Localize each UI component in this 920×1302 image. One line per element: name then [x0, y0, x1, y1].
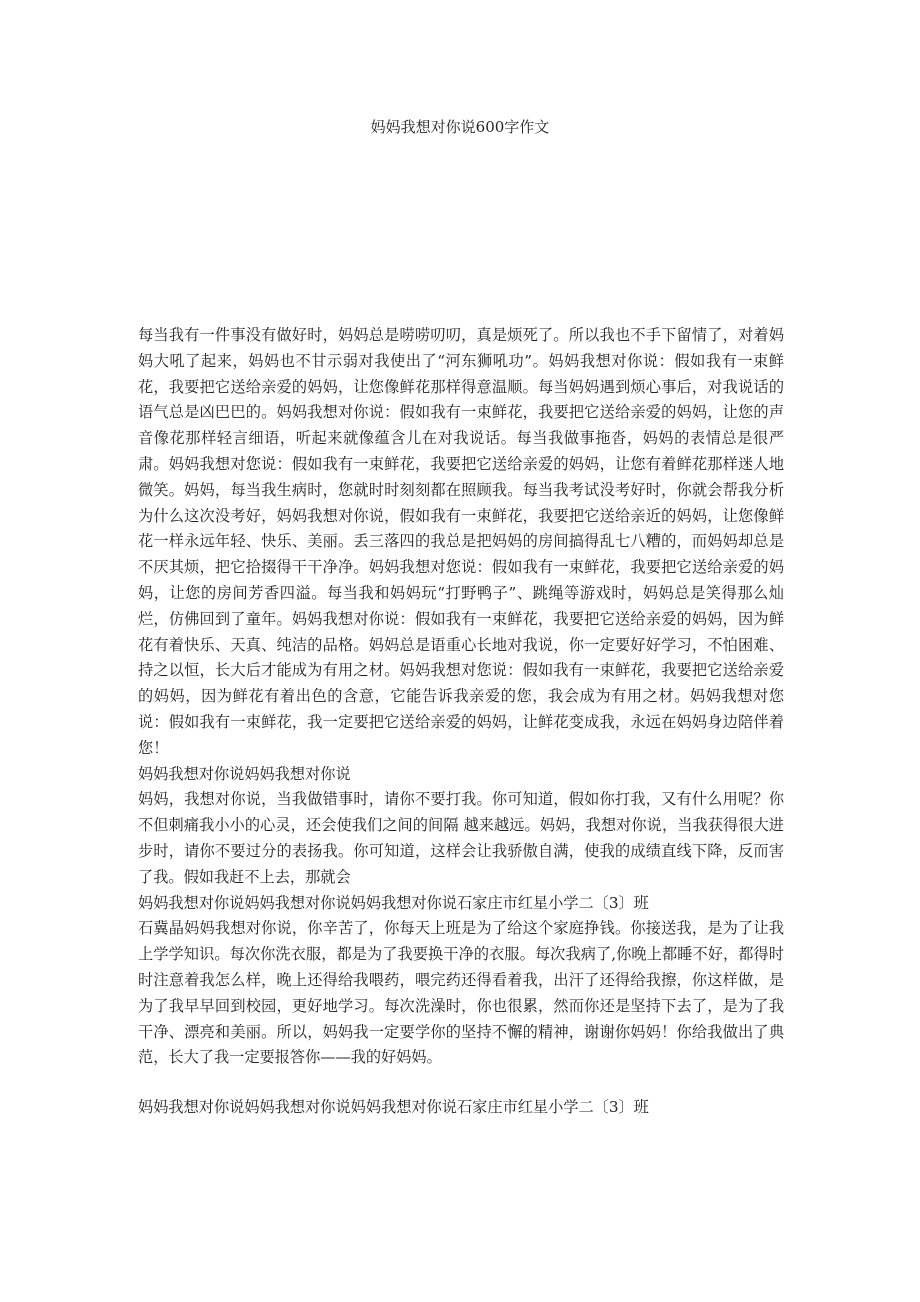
document-body — [138, 323, 784, 1121]
paragraph-flowers: 每当我有一件事没有做好时，妈妈总是唠唠叨叨，真是烦死了。所以我也不手下留情了，对着妈妈大吼了起来，妈妈也不甘示弱对我使出了“河东狮吼功”。妈妈我想对你说：假如我有一束鲜花，我要把它送给亲爱的妈妈，让您像鲜花那样得意温顺。每当妈妈遇到烦心事后，对我说话的语气总是凶巴巴的。妈妈我想对你说：假如我有一束鲜花，我要把它送给亲爱的妈妈，让您的声音像花那样轻言细语，听起来就像蕴含儿在对我说话。每当我做事拖沓，妈妈的表情总是很严肃。妈妈我想对您说：假如我有一束鲜花，我要把它送给亲爱的妈妈，让您有着鲜花那样迷人地微笑。妈妈，每当我生病时，您就时时刻刻都在照顾我。每当我考试没考好时，你就会帮我分析为什么这次没考好，妈妈我想对你说，假如我有一束鲜花，我要把它送给亲近的妈妈，让您像鲜花一样永远年轻、快乐、美丽。丢三落四的我总是把妈妈的房间搞得乱七八糟的，而妈妈却总是不厌其烦，把它拾掇得干干净净。妈妈我想对您说：假如我有一束鲜花，我要把它送给亲爱的妈妈，让您的房间芳香四溢。每当我和妈妈玩“打野鸭子”、跳绳等游戏时，妈妈总是笑得那么灿烂，仿佛回到了童年。妈妈我想对你说：假如我有一束鲜花，我要把它送给亲爱的妈妈，因为鲜花有着快乐、天真、纯洁的品格。妈妈总是语重心长地对我说，你一定要好好学习，不怕困难、持之以恒，长大后才能成为有用之材。妈妈我想对您说：假如我有一束鲜花，我要把它送给亲爱的妈妈，因为鲜花有着出色的含意，它能告诉我亲爱的您，我会成为有用之材。妈妈我想对您说：假如我有一束鲜花，我一定要把它送给亲爱的妈妈，让鲜花变成我，永远在妈妈身边陪伴着您！ — [138, 326, 784, 757]
paragraph-school-line-2: 妈妈我想对你说妈妈我想对你说妈妈我想对你说石家庄市红星小学二〔3〕班 — [138, 1098, 649, 1117]
paragraph-school-line-1: 妈妈我想对你说妈妈我想对你说妈妈我想对你说石家庄市红星小学二〔3〕班 — [138, 893, 649, 912]
paragraph-gap — [138, 1071, 784, 1095]
paragraph-hardworking: 石冀晶妈妈我想对你说，你辛苦了，你每天上班是为了给这个家庭挣钱。你接送我，是为了让我上学学知识。每次你洗衣服，都是为了我要换干净的衣服。每次我病了,你晚上都睡不好，都得时时注意着我怎么样，晚上还得给我喂药，喂完药还得看着我，出汗了还得给我擦，你这样做，是为了我早早回到校园，更好地学习。每次洗澡时，你也很累，然而你还是坚持下去了，是为了我干净、漂亮和美丽。所以，妈妈我一定要学你的坚持不懈的精神，谢谢你妈妈！你给我做出了典范，长大了我一定要报答你——我的好妈妈。 — [138, 919, 784, 1067]
paragraph-heading-1: 妈妈我想对你说妈妈我想对你说 — [138, 764, 351, 783]
document-title: 妈妈我想对你说600字作文 — [370, 118, 550, 136]
paragraph-dont-hit: 妈妈，我想对你说，当我做错事时，请你不要打我。你可知道，假如你打我，又有什么用呢？你不但刺痛我小小的心灵，还会使我们之间的间隔 越来越远。妈妈，我想对你说，当我获得很大进步时，请你不要过分的表扬我。你可知道，这样会让我骄傲自满，使我的成绩直线下降，反而害了我。假如我赶不上去，那就会 — [138, 790, 784, 886]
